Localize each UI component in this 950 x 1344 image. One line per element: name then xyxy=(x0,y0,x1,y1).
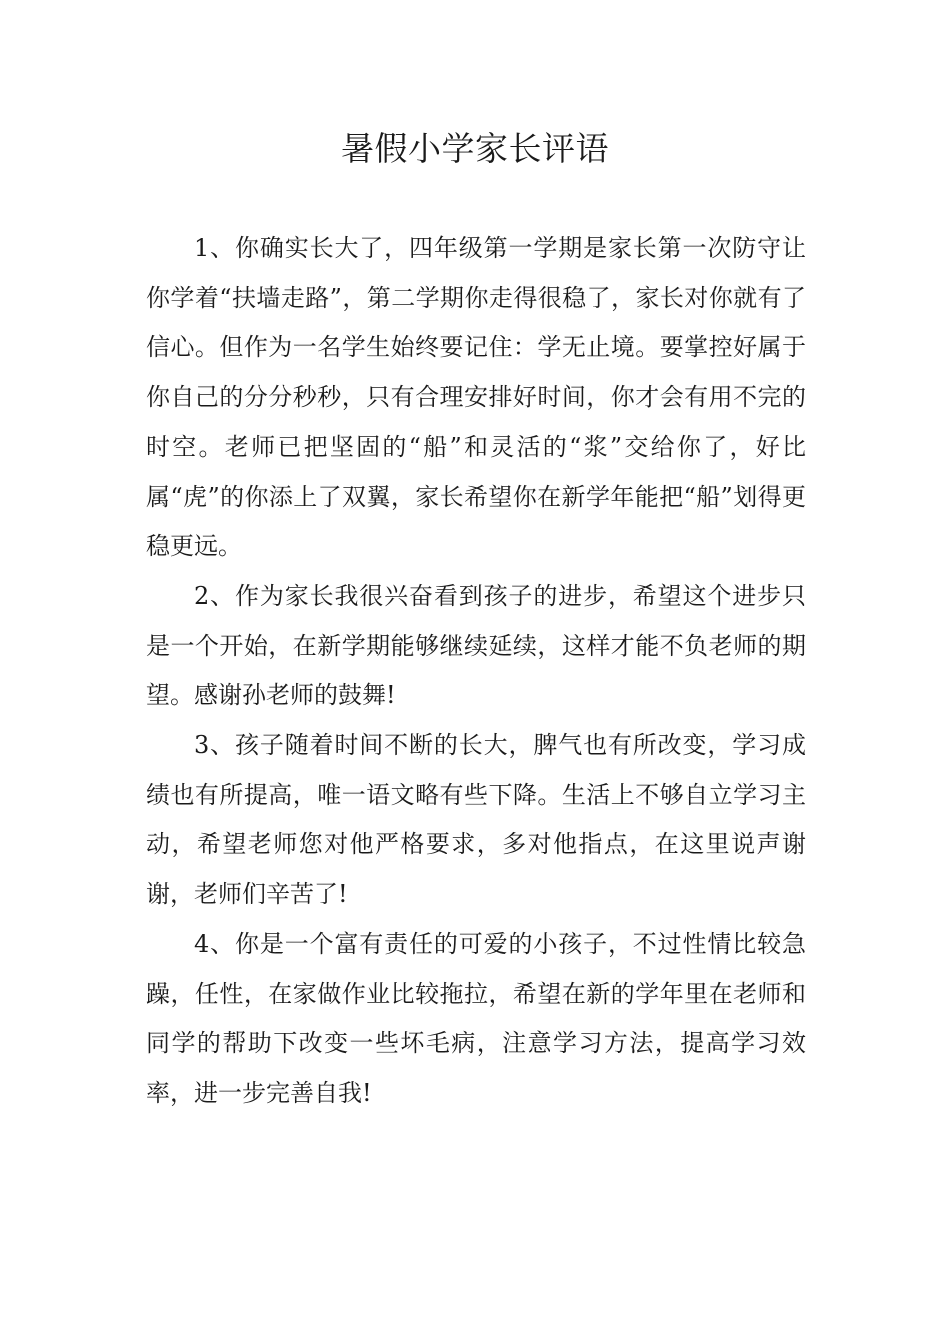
paragraph-2: 2、作为家长我很兴奋看到孩子的进步，希望这个进步只是一个开始，在新学期能够继续延续，这样才能不负老师的期望。感谢孙老师的鼓舞! xyxy=(146,581,806,710)
paragraph-4: 4、你是一个富有责任的可爱的小孩子，不过性情比较急躁，任性，在家做作业比较拖拉，希望在新的学年里在老师和同学的帮助下改变一些坏毛病，注意学习方法，提高学习效率，进一步完善自我! xyxy=(146,929,806,1107)
paragraph-3: 3、孩子随着时间不断的长大，脾气也有所改变，学习成绩也有所提高，唯一语文略有些下降。生活上不够自立学习主动，希望老师您对他严格要求，多对他指点，在这里说声谢谢，老师们辛苦了! xyxy=(146,731,806,909)
document-title: 暑假小学家长评语 xyxy=(341,129,609,168)
paragraph-1: 1、你确实长大了，四年级第一学期是家长第一次防守让你学着“扶墙走路”，第二学期你走得很稳了，家长对你就有了信心。但作为一名学生始终要记住：学无止境。要掌控好属于你自己的分分秒秒，只有合理安排好时间，你才会有用不完的时空。老师已把坚固的“船”和灵活的“浆”交给你了，好比属“虎”的你添上了双翼，家长希望你在新学年能把“船”划得更稳更远。 xyxy=(146,234,806,561)
document-body xyxy=(146,224,806,1119)
